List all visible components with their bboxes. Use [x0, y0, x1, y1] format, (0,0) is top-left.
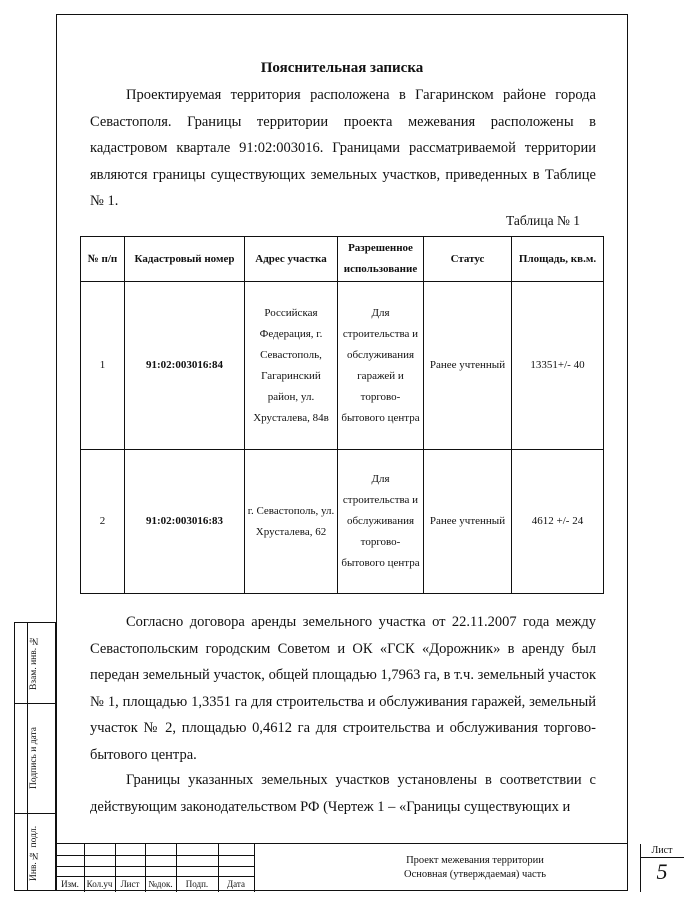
title-block-line [254, 844, 255, 892]
tb-header-count: Кол.уч [86, 879, 113, 889]
project-title: Проект межевания территории [406, 855, 544, 866]
signature-date-label: Подпись и дата [29, 727, 39, 790]
side-stamp-column [15, 623, 28, 890]
tb-header-signature: Подп. [185, 879, 209, 889]
table-header-row [81, 237, 604, 282]
cell-cadastral: 91:02:003016:83 [125, 450, 245, 594]
cell-address: г. Севастополь, ул. Хрусталева, 62 [245, 450, 338, 594]
document-title: Пояснительная записка [260, 60, 424, 76]
header-address: Адрес участка [245, 237, 338, 282]
part-title: Основная (утверждаемая) часть [403, 869, 547, 880]
cell-num: 2 [81, 450, 125, 594]
intro-paragraph [90, 82, 596, 215]
cell-usage: Для строительства и обслуживания гаражей и торгово-бытового центра [338, 282, 424, 450]
cell-area: 4612 +/- 24 [512, 450, 604, 594]
cell-status: Ранее учтенный [424, 450, 512, 594]
cell-status: Ранее учтенный [424, 282, 512, 450]
tb-header-docnum: №док. [148, 879, 173, 889]
tb-project-title [310, 854, 640, 882]
table-row [81, 282, 604, 450]
title-block-line [56, 866, 254, 867]
cell-address: Российская Федерация, г. Севастополь, Гагаринский район, ул. Хрусталева, 84в [245, 282, 338, 450]
lease-paragraph [90, 609, 596, 768]
intro-text: Проектируемая территория расположена в Гагаринском районе города Севастополя. Границы территории проекта межевания расположены в кадастровом квартале 91:02:003016. Границами рассматриваемой территории являются границы существующих земельных участков, приведенных в Таблице № 1. [90, 87, 596, 209]
parcels-table [80, 236, 604, 594]
header-num: № п/п [81, 237, 125, 282]
boundaries-text: Границы указанных земельных участков установлены в соответствии с действующим законодательством РФ (Чертеж 1 – «Границы существующих и [90, 772, 596, 815]
sheet-label: Лист [651, 845, 673, 856]
header-area: Площадь, кв.м. [512, 237, 604, 282]
title-block [56, 843, 673, 891]
tb-header-date: Дата [227, 879, 245, 889]
table-caption: Таблица № 1 [506, 213, 580, 228]
cell-usage: Для строительства и обслуживания торгово-бытового центра [338, 450, 424, 594]
tb-header-change: Изм. [61, 879, 79, 889]
boundaries-paragraph [90, 767, 596, 820]
header-status: Статус [424, 237, 512, 282]
cell-area: 13351+/- 40 [512, 282, 604, 450]
tb-header-sheet: Лист [120, 879, 140, 889]
header-cadastral: Кадастровый номер [125, 237, 245, 282]
side-stamp [14, 622, 56, 891]
header-usage: Разрешенное использование [338, 237, 424, 282]
cell-num: 1 [81, 282, 125, 450]
replacement-inventory-label: Взам. инв. № [29, 635, 39, 691]
side-stamp-divider [15, 703, 55, 704]
cell-cadastral: 91:02:003016:84 [125, 282, 245, 450]
original-inventory-label: Инв. № подл. [29, 825, 39, 881]
title-block-line [56, 855, 254, 856]
sheet-number: 5 [656, 859, 668, 884]
table-row [81, 450, 604, 594]
lease-text: Согласно договора аренды земельного участка от 22.11.2007 года между Севастопольским городским Советом и ОК «ГСК «Дорожник» в аренду был передан земельный участок, общей площадью 1,7963 га, в т.ч. земельный участок № 1, площадью 1,3351 га для строительства и обслуживания гаражей, земельный участок № 2, площадью 0,4612 га для строительства и обслуживания торгово-бытового центра. [90, 614, 596, 763]
side-stamp-divider [15, 813, 55, 814]
